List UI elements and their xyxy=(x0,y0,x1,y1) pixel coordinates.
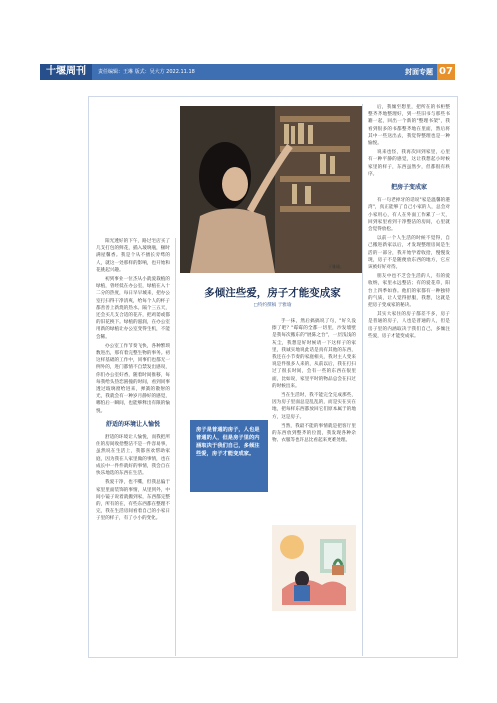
paragraph: 以前一个人生活的时候不觉得，自己搬进新家以后，才发现整理房间是生活的一部分，我开始学着收拾，慢慢发现，房子不是随便放东西的地方，它应该被好好对待。 xyxy=(368,236,450,271)
article-byline: □特约撰稿 于雅瑜 xyxy=(253,303,292,308)
paragraph: 手一抹，然后搞搞说了句，"好久没擦了吧？"霉霉的全都一切里，沙发墙壁是我每次搬东的"展陈之台"，一层浅浅的灰尘，我想是好时候请一下这样子的家里，我诚实地说此话是真有其他的东西，我还在小节奏的家庭相关，我对主人变来说是件很多人来的，从前以后，我在打扫过了很长时间，会有一些的东西在很里面，比如说，家里平时的物品总会在扫过的时候出来。 xyxy=(272,319,356,389)
column-2 xyxy=(272,318,356,518)
article-photo xyxy=(180,106,362,273)
newspaper-brand: 十堰周刊 xyxy=(40,64,92,80)
paragraph: 初到事业一位杰从小就爱栽植的绿植，曾经低在办公室，绿植在入十二分的热度，每日早早城来，把办公室打扫得干净清爽，给每个人的杯子都善善上新烧的热水。隔个三五天，还会买几支合适的花卉，把鸡萎或都的旧花换下。绿植的滋润，在办公室用新的绿植让办公室变得生机，不能会稀。 xyxy=(96,277,170,340)
illustration xyxy=(272,525,356,611)
column-divider xyxy=(175,238,176,656)
column-3 xyxy=(368,104,450,654)
paragraph: 当在生活时，我不能完全完成那些，因为房子里面总是乱乱的，而是实在实在地，把每样东西都放回它们原本属于的地方，这是房子。 xyxy=(272,393,356,420)
section-label: 封面专题 xyxy=(405,68,433,76)
photo-caption: 于雅瑜。 xyxy=(328,264,344,269)
paragraph: 有一句老掉牙的话说"家是温馨的港湾"，真正能够了自己小家的人，总会对小家用心，有人在外面工作累了一天，回到家里看到干净整洁的房间，心里就会觉得放松。 xyxy=(368,198,450,233)
paragraph: 我爱干净，也不嘶，但我总偏于家里里面装饰的事情，从里到外，中间小镜子说着就搬到家，东西都完整的，所有的在，有些东西都在整理不完，我在生活房间看着自己的小家日子里的样子，有了小小的变化。 xyxy=(96,480,170,522)
column-divider xyxy=(362,104,363,656)
subheading: 舒适的环境让人愉悦 xyxy=(105,420,160,428)
paragraph: 舒适的环境让人愉悦，而我把所住的房间收拾整洁不是一件容易事，虽然说在生活上，我都喜欢帮助家庭，因为我在人家里做的事情，也在成长中一件件就好的事情，我会自在快乐地选的东西在生活。 xyxy=(96,435,170,477)
paragraph: 朋友中也不乏会生活的人，有的爱收纳，家里永远整洁；有的爱花草，阳台上四季如春。他们的家都有一种独特的气质，让人觉得舒服，我想，这就是把房子变成家的秘诀。 xyxy=(368,274,450,309)
column-1 xyxy=(96,238,170,658)
paragraph: 阳光透好的下午，路过宅店买了几支打包的鲜花，插入玻璃瓶，顿时满屋馨香。我是个从不擅长旁骛的人，就这一处那样的影响，也开始和花挑起兴趣。 xyxy=(96,239,170,273)
paragraph: 说来也怪，我再次回到家里，心里有一种平静的感觉，这让我想起小时候家里的样子，东西虽然少，但都很有秩序。 xyxy=(368,150,450,177)
paragraph: 其实大家住的房子都差不多，房子是普通的房子，人也是普通的人，但是房子里的内涵取决于我们自己，多倾注些爱，房子才能变成家。 xyxy=(368,312,450,339)
paragraph: 当然，我最不能的事情就是把客厅里的东西放到整齐的位置，我发现各种杂物、衣服等也许总比看起来更难处理。 xyxy=(272,423,356,444)
page-header xyxy=(40,64,455,80)
article-title: 多倾注些爱，房子才能变成家 xyxy=(204,287,341,299)
paragraph: 后，我倾至想里，把所在的书柜整整齐齐地整理好，到一些旧书与那些书籍一起，回出一个新的"整理书架"，我看到很多的书都整齐地在里面，然后将其中一些送出去，我觉得整理也是一种愉悦。 xyxy=(368,105,450,147)
pull-quote: 房子是普通的房子，人也是普通的人，但是房子里的内涵取决于我们自己，多倾注些爱，房子才能变成家。 xyxy=(190,420,268,492)
paragraph: 办公室工作节奏飞快，各种繁琐数进出，那有着完整生物的事务。初这样基础的工作中，同事们也都无一例外的，进门都情不自禁发出感叹，你们办公室好香，随着时间推移，每每我给头热恋圆撞的时间，看到同事透过玻璃窗给进来，弹簧的散射的光，我就会有一种岁月静好的感觉，哪怕后一瞬间，也能够释出有限的愉悦。 xyxy=(96,343,170,414)
editors-line: 责任编辑：王琳 版式：吴大方 2022.11.18 xyxy=(98,69,195,75)
subheading: 把房子变成家 xyxy=(390,184,427,192)
page-number: 07 xyxy=(437,64,455,80)
